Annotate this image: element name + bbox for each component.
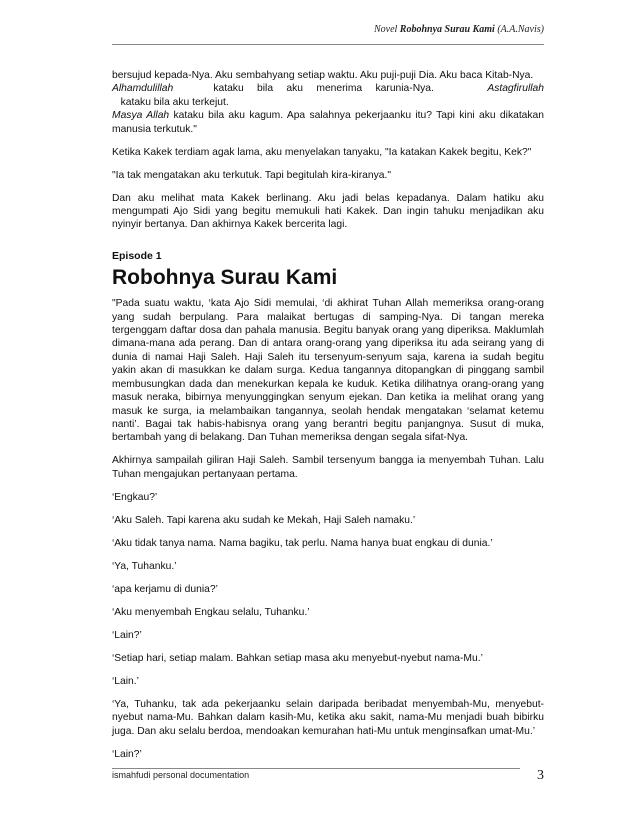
footer-text: ismahfudi personal documentation bbox=[112, 770, 250, 780]
term-masya-allah: Masya Allah bbox=[112, 110, 170, 122]
header-rule bbox=[112, 44, 544, 45]
episode-title: Robohnya Surau Kami bbox=[112, 266, 338, 290]
story-paragraph-3: ‘Engkau?’ bbox=[112, 491, 158, 503]
intro-p1-line2 bbox=[112, 82, 544, 109]
intro-p1-alhamdulillah-rest: kataku bila aku menerima karunia-Nya. bbox=[173, 83, 488, 95]
story-paragraph-9: ‘Lain?’ bbox=[112, 629, 142, 641]
story-paragraph-12: ‘Ya, Tuhanku, tak ada pekerjaanku selain daripada beribadat menyembah-Mu, menyebut-nyebut nama-Mu. Bahkan dalam kasih-Mu, ketika aku sakit, nama-Mu menjadi buah bibirku juga. Dan aku selalu berdoa, mendoakan kemurahan hati-Mu untuk menginsafkan umat-Mu.’ bbox=[112, 698, 544, 737]
intro-paragraph-1 bbox=[112, 69, 544, 136]
intro-p1-masya-rest: kataku bila aku kagum. Apa salahnya pekerjaanku itu? Tapi kini aku dikatakan manusia terkutuk." bbox=[112, 110, 545, 135]
intro-p1-astagfirullah-rest: kataku bila aku terkejut. bbox=[112, 96, 229, 108]
intro-paragraph-4: Dan aku melihat mata Kakek berlinang. Aku jadi belas kepadanya. Dalam hatiku aku mengumpati Ajo Sidi yang begitu memukuli hati Kakek. Dan ingin tahuku menjadikan aku nyinyir bertanya. Dan akhirnya Kakek bercerita lagi. bbox=[112, 192, 544, 231]
story-paragraph-10: ‘Setiap hari, setiap malam. Bahkan setiap masa aku menyebut-nyebut nama-Mu.’ bbox=[112, 652, 483, 664]
story-paragraph-5: ‘Aku tidak tanya nama. Nama bagiku, tak perlu. Nama hanya buat engkau di dunia.’ bbox=[112, 537, 493, 549]
page-number: 3 bbox=[537, 768, 544, 783]
story-paragraph-8: ‘Aku menyembah Engkau selalu, Tuhanku.’ bbox=[112, 606, 310, 618]
story-paragraph-13: ‘Lain?’ bbox=[112, 748, 142, 760]
term-alhamdulillah: Alhamdulillah bbox=[112, 83, 174, 95]
page-content bbox=[112, 69, 544, 771]
story-paragraph-11: ‘Lain.’ bbox=[112, 675, 139, 687]
story-paragraph-7: ‘apa kerjamu di dunia?’ bbox=[112, 583, 218, 595]
footer-rule bbox=[112, 768, 520, 769]
intro-paragraph-2: Ketika Kakek terdiam agak lama, aku menyelakan tanyaku, "Ia katakan Kakek begitu, Kek?" bbox=[112, 146, 532, 158]
running-header bbox=[112, 24, 544, 35]
intro-p1-line1: bersujud kepada-Nya. Aku sembahyang setiap waktu. Aku puji-puji Dia. Aku baca Kitab-Nya. bbox=[112, 70, 534, 81]
story-paragraph-2: Akhirnya sampailah giliran Haji Saleh. Sambil tersenyum bangga ia menyembah Tuhan. Lalu Tuhan mengajukan pertanyaan pertama. bbox=[112, 455, 544, 480]
episode-label: Episode 1 bbox=[112, 249, 162, 262]
header-title: Robohnya Surau Kami bbox=[399, 24, 495, 35]
story-paragraph-4: ‘Aku Saleh. Tapi karena aku sudah ke Mekah, Haji Saleh namaku.’ bbox=[112, 514, 416, 526]
header-author: (A.A.Navis) bbox=[494, 24, 544, 35]
story-paragraph-6: ‘Ya, Tuhanku.’ bbox=[112, 560, 177, 572]
story-paragraph-1: "Pada suatu waktu, ‘kata Ajo Sidi memulai, ‘di akhirat Tuhan Allah memeriksa orang-orang yang sudah berpulang. Para malaikat bertugas di samping-Nya. Di tangan mereka tergenggam daftar dosa dan pahala manusia. Begitu banyak orang yang diperiksa. Maklumlah dimana-mana ada perang. Dan di antara orang-orang yang diperiksa itu ada seirang yang di dunia di namai Haji Saleh. Haji Saleh itu tersenyum-senyum saja, karena ia sudah begitu yakin akan di masukkan ke dalam surga. Kedua tangannya ditopangkan di pinggang sambil membusungkan dada dan menekurkan kepala ke kuduk. Ketika dilihatnya orang-orang yang masuk neraka, bibirnya menyunggingkan senyum ejekan. Dan ketika ia melihat orang yang masuk ke surga, ia melambaikan tangannya, seolah hendak mengatakan ‘selamat ketemu nanti’. Bagai tak habis-habisnya orang yang berantri begitu panjangnya. Susut di muka, bertambah yang di belakang. Dan Tuhan memeriksa dengan segala sifat-Nya. bbox=[112, 298, 544, 444]
term-astagfirullah: Astagfirullah bbox=[487, 83, 544, 95]
intro-p1-line3 bbox=[112, 110, 544, 134]
intro-paragraph-3: "Ia tak mengatakan aku terkutuk. Tapi begitulah kira-kiranya." bbox=[112, 169, 391, 181]
header-prefix: Novel bbox=[373, 24, 400, 35]
